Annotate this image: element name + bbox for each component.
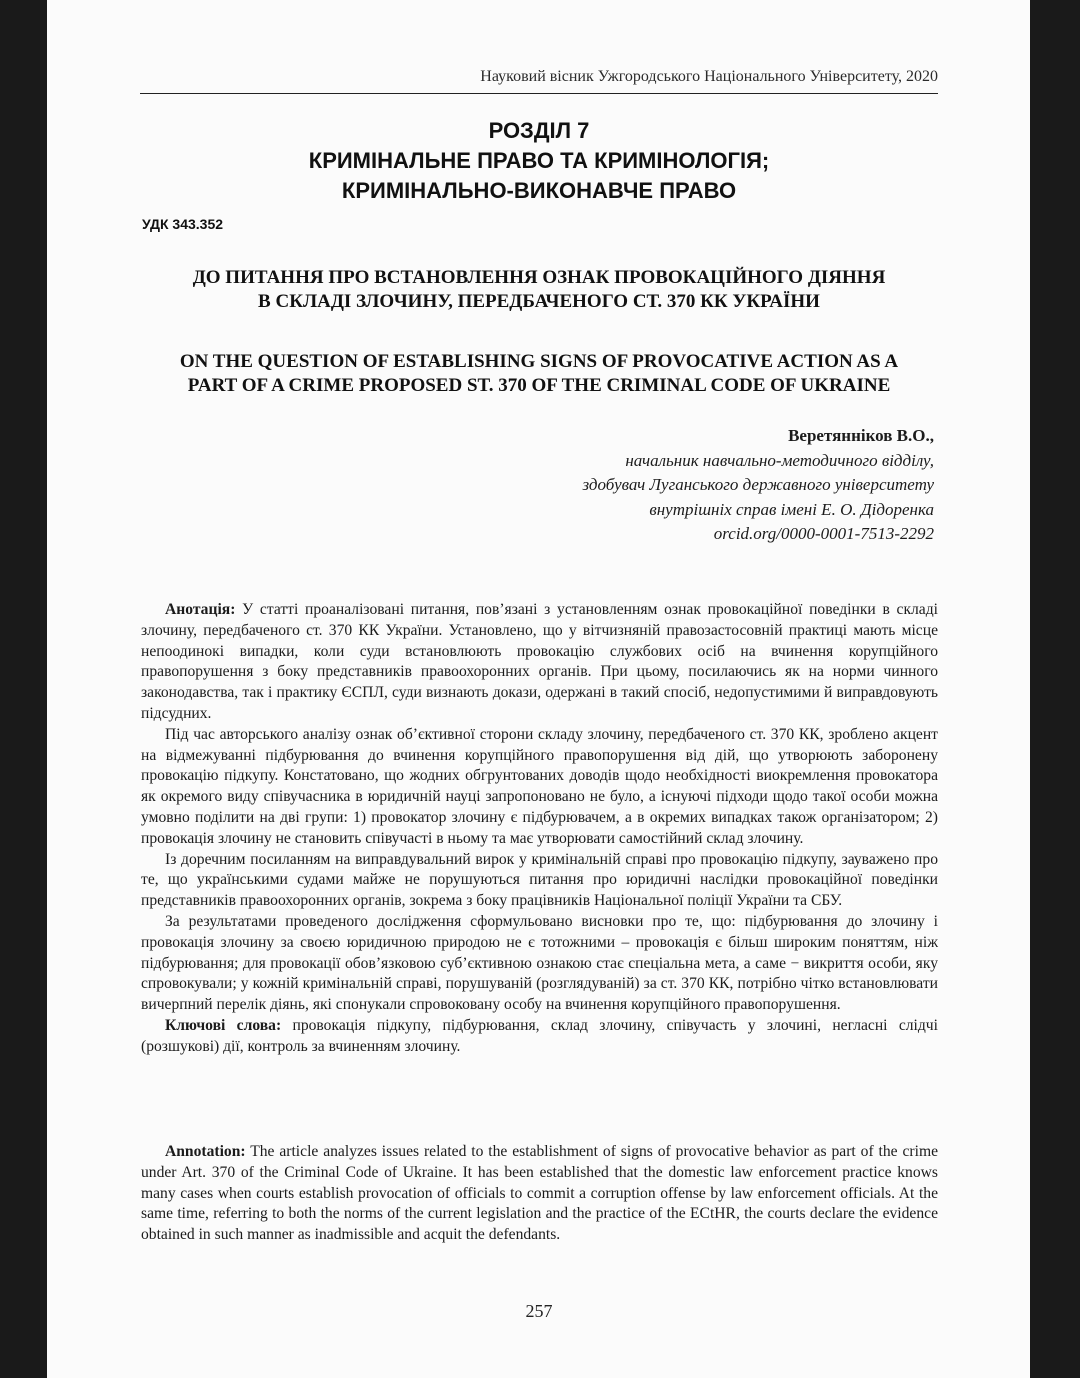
abstract-uk [141,600,938,1058]
keywords-paragraph [141,1016,938,1058]
abstract-en-paragraph [141,1142,938,1246]
author-block [440,424,934,547]
title-uk-line2: В СКЛАДІ ЗЛОЧИНУ, ПЕРЕДБАЧЕНОГО СТ. 370 КК УКРАЇНИ [258,291,820,312]
author-affiliation-2: внутрішніх справ імені Е. О. Дідоренка [649,499,934,519]
article-title-uk [140,266,938,314]
author-affiliation-1: здобувач Луганського державного університету [582,475,934,494]
section-number: РОЗДІЛ 7 [488,118,590,143]
abstract-uk-paragraph: Під час авторського аналізу ознак об’єктивної сторони складу злочину, передбаченого ст. 370 КК, зроблено акцент на відмежуванні підбурювання до вчинення корупційного правопорушення від дій, що утворюють заборонену провокацію підкупу. Констатовано, що жодних обгрунтованих доводів щодо необхідності виокремлення провокатора як окремого виду співучасника в юридичній науці запропоновано не було, а існуючі підходи щодо такої особи можна умовно поділити на дві групи: 1) провокатор злочину є підбурювачем, а в окремих випадках також організатором; 2) провокація злочину не становить співучасті в ньому та має утворювати самостійний склад злочину. [141,725,938,847]
page-number: 257 [525,1301,553,1321]
abstract-uk-paragraph: Із доречним посиланням на виправдувальний вирок у кримінальній справі про провокацію підкупу, зауважено про те, що українськими судами майже не порушуються питання про юридичні наслідки провокаційної поведінки представників правоохоронних органів, зокрема з боку працівників Національної поліції України та СБУ. [141,850,938,910]
header-divider [140,93,938,94]
section-title-line2: КРИМІНАЛЬНО-ВИКОНАВЧЕ ПРАВО [341,178,737,203]
section-title-line1: КРИМІНАЛЬНЕ ПРАВО ТА КРИМІНОЛОГІЯ; [308,148,770,173]
abstract-uk-label: Анотація: [165,601,236,618]
title-uk-line1: ДО ПИТАННЯ ПРО ВСТАНОВЛЕННЯ ОЗНАК ПРОВОКАЦІЙНОГО ДІЯННЯ [192,267,886,288]
journal-header: Науковий вісник Ужгородського Національного Університету, 2020 [480,68,938,85]
abstract-en-label: Annotation: [165,1143,246,1160]
author-name: Веретянніков В.О., [788,426,934,445]
author-position: начальник навчально-методичного відділу, [625,450,934,470]
title-en-line1: ON THE QUESTION OF ESTABLISHING SIGNS OF PROVOCATIVE ACTION AS A [179,351,899,372]
author-orcid: orcid.org/0000-0001-7513-2292 [713,524,934,543]
keywords-label: Ключові слова: [165,1016,282,1034]
abstract-en [141,1142,938,1246]
keywords-text: провокація підкупу, підбурювання, склад злочину, співучасть у злочині, негласні слідчі (розшукові) дії, контроль за вчиненням злочину. [141,1016,938,1055]
section-heading [140,116,938,206]
title-en-line2: PART OF A CRIME PROPOSED ST. 370 OF THE CRIMINAL CODE OF UKRAINE [187,375,891,396]
udk-code: УДК 343.352 [142,216,224,232]
abstract-uk-paragraph: За результатами проведеного дослідження сформульовано висновки про те, що: підбурювання до злочину і провокація злочину за своєю юридичною природою не є тотожними – провокація є більш широким поняттям, ніж підбурювання; для провокації обов’язковою суб’єктивною ознакою стає спеціальна мета, а саме − викриття особи, яку спровокували; у кожній кримінальній справі, порушуваній (розглядуваній) за ст. 370 КК, потрібно чітко встановлювати вичерпний перелік діянь, які спонукали спровоковану особу на вчинення корупційного правопорушення. [141,912,938,1014]
abstract-uk-paragraph [141,600,938,725]
abstract-uk-text-1: У статті проаналізовані питання, пов’язані з установленням ознак провокаційної поведінки в складі злочину, передбаченого ст. 370 КК України. Установлено, що у вітчизняній правозастосовній практиці мають місце непоодинокі випадки, коли суди встановлюють провокацію службових осіб на вчинення корупційного правопорушення з боку представників правоохоронних органів. При цьому, посилаючись як на норми чинного законодавства, так і практику ЄСПЛ, суди визнають докази, одержані в такий спосіб, недопустимими й виправдовують підсудних. [141,601,938,722]
abstract-en-text-1: The article analyzes issues related to the establishment of signs of provocative behavior as part of the crime under Art. 370 of the Criminal Code of Ukraine. It has been established that the domestic law enforcement practice knows many cases when courts establish provocation of officials to commit a corruption offense by law enforcement officials. At the same time, referring to both the norms of the current legislation and the practice of the ECtHR, the courts declare the evidence obtained in such manner as inadmissible and acquit the defendants. [141,1143,938,1244]
article-title-en [140,350,938,398]
